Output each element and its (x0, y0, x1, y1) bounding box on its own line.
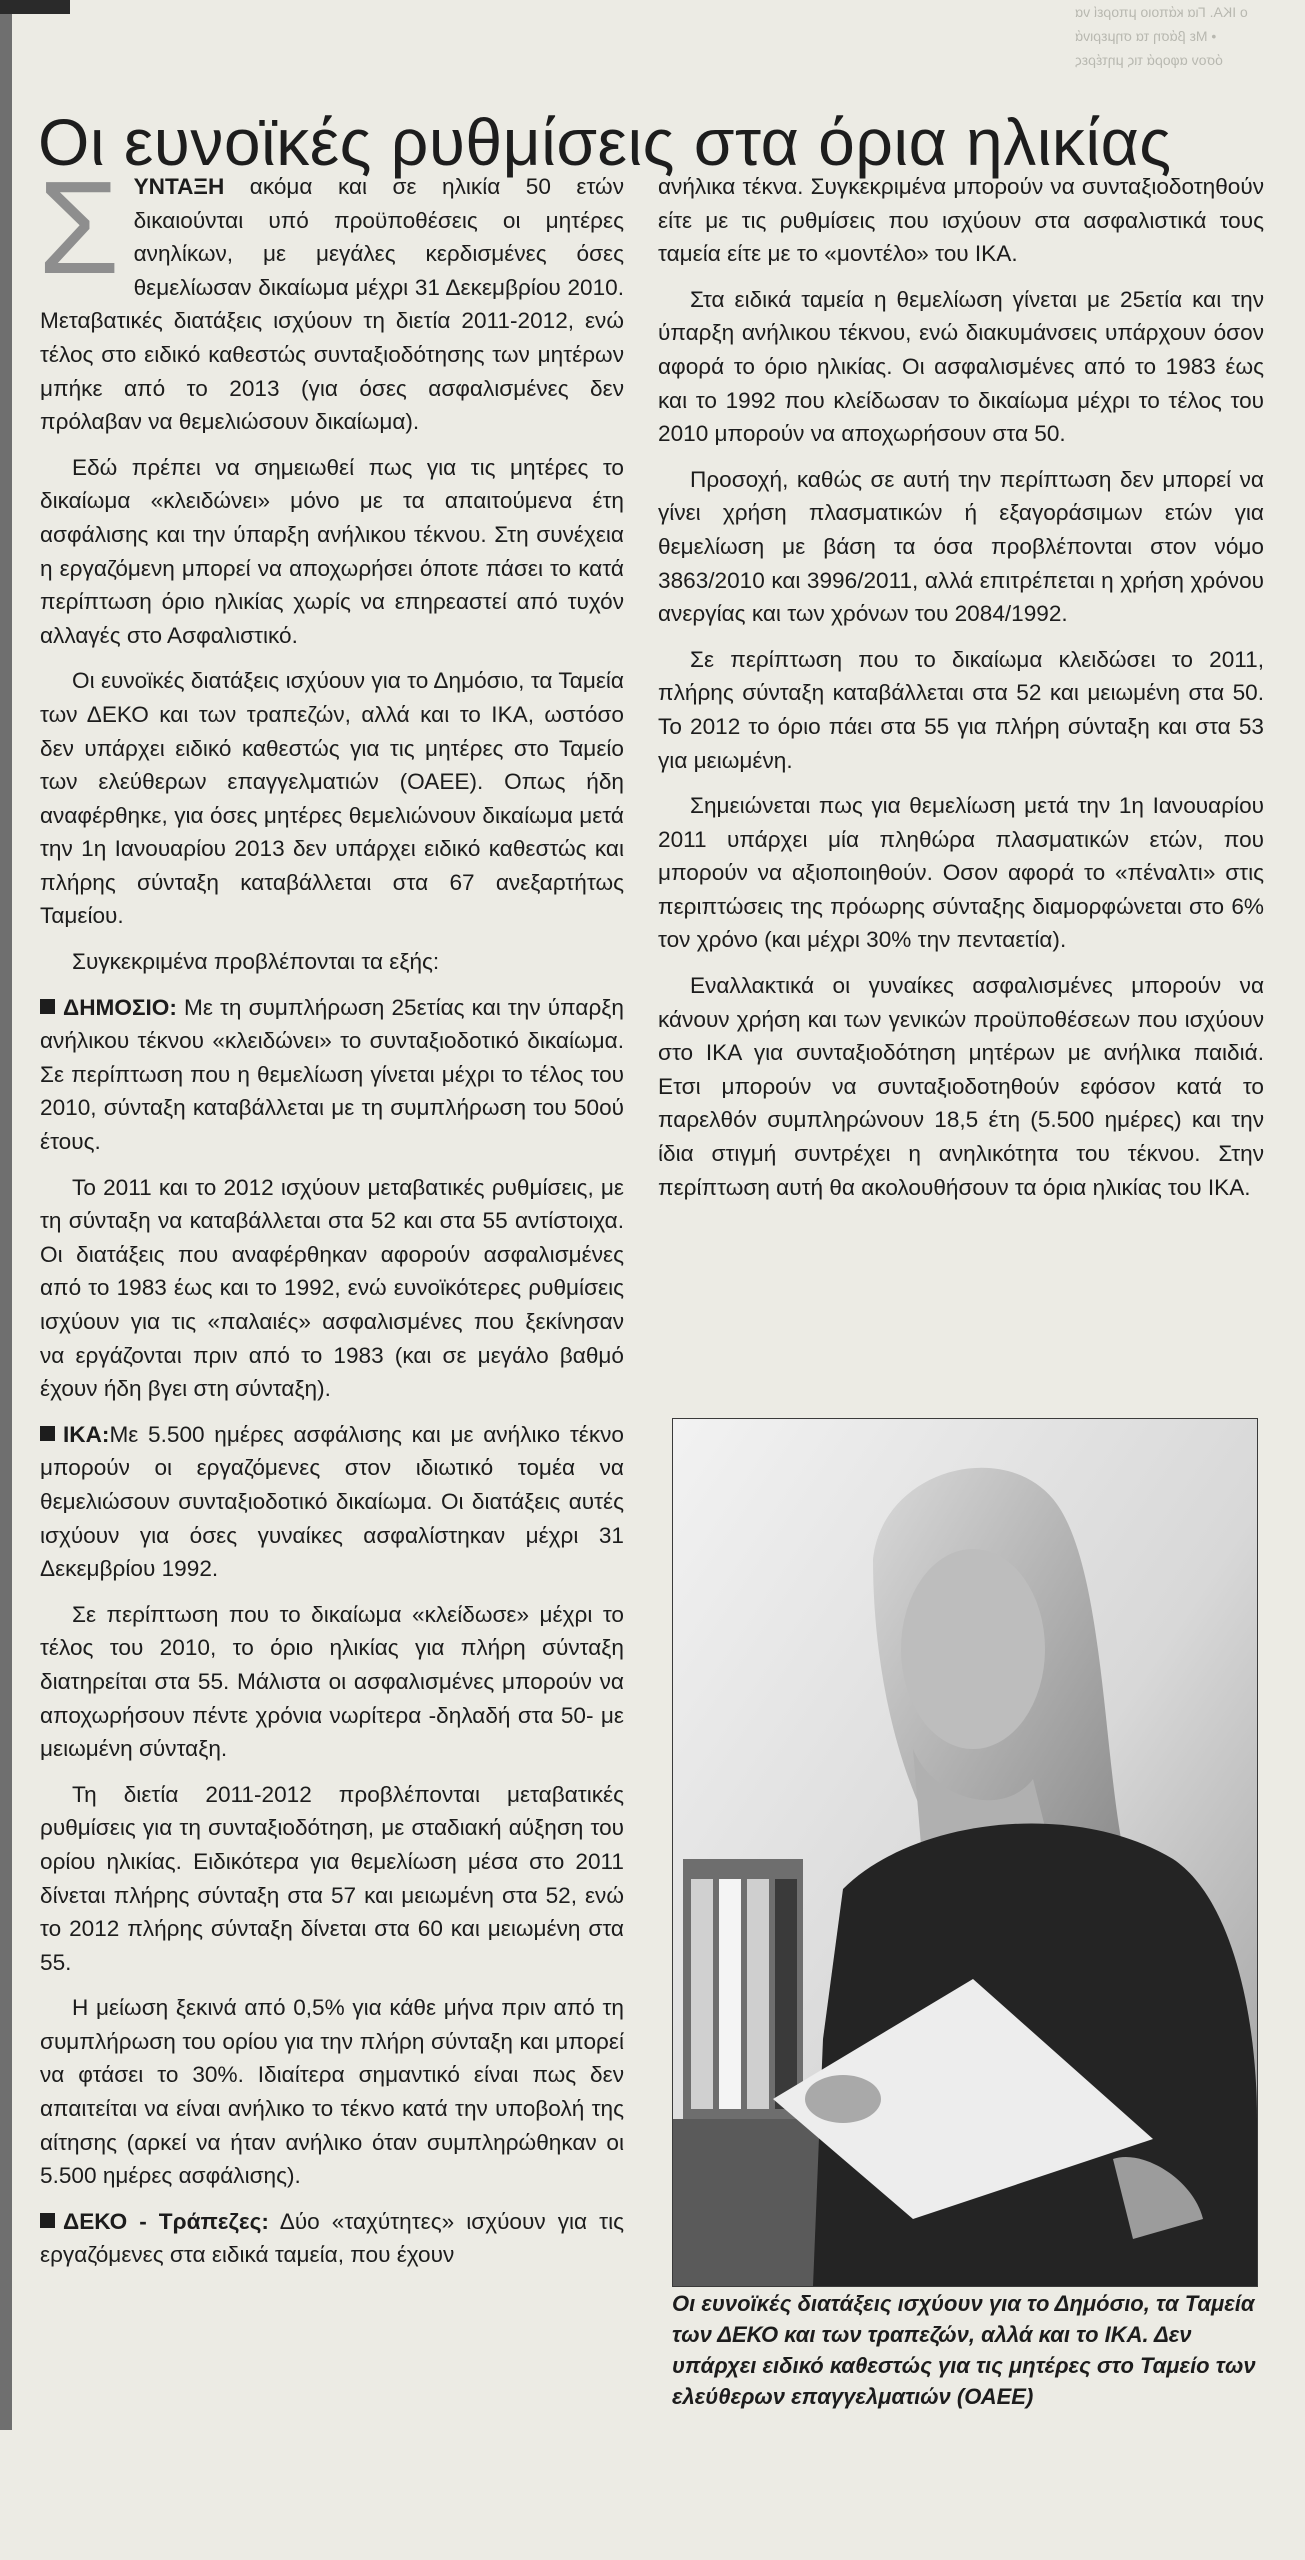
bleed-line: ο ΙΚΑ. Για κάποιο μπορεί να (1075, 4, 1248, 20)
article-paragraph (40, 2205, 624, 2272)
paragraph-keyword: ΙΚΑ: (63, 1421, 110, 1447)
page-fold-edge (0, 0, 12, 2430)
article-paragraph (40, 1991, 624, 2193)
bleed-line: • Με βάση τα σημερινά (1075, 28, 1217, 44)
article-paragraph (40, 945, 624, 979)
section-bullet-square (40, 999, 55, 1014)
article-headline: Οι ευνοϊκές ρυθμίσεις στα όρια ηλικίας (38, 105, 1172, 180)
article-paragraph (40, 991, 624, 1159)
paragraph-keyword: ΔΕΚΟ - Τράπεζες: (63, 2208, 269, 2234)
article-paragraph (38, 154, 624, 439)
article-paragraph (658, 283, 1264, 451)
article-column-left (38, 154, 624, 2284)
paragraph-text: ανήλικα τέκνα. Συγκεκριμένα μπορούν να συνταξιοδοτηθούν είτε με τις ρυθμίσεις που ισχύουν στα ασφαλιστικά τους ταμεία είτε με το «μοντέλο» του ΙΚΑ. (658, 174, 1264, 267)
paragraph-text: Το 2011 και το 2012 ισχύουν μεταβατικές ρυθμίσεις, με τη σύνταξη να καταβάλλεται στα 52 και στα 55 αντίστοιχα. Οι διατάξεις που αναφέρθηκαν αφορούν ασφαλισμένες από το 1983 έως και το 1992, ενώ ευνοϊκότερες ρυθμίσεις ισχύουν για τις «παλαιές» ασφαλισμένες που ξεκίνησαν να εργάζονται πριν από το 1983 (και σε μεγάλο βαθμό έχουν ήδη βγει στη σύνταξη). (40, 1174, 624, 1402)
photo-illustration (673, 1419, 1257, 2286)
paragraph-text: Στα ειδικά ταμεία η θεμελίωση γίνεται με 25ετία και την ύπαρξη ανήλικου τέκνου, ενώ διακυμάνσεις υπάρχουν όσον αφορά το όριο ηλικίας. Οι ασφαλισμένες από το 1983 έως και το 1992 που κλείδωσαν το δικαίωμα μέχρι το τέλος του 2010 μπορούν να αποχωρήσουν στα 50. (658, 286, 1264, 447)
article-paragraph (40, 1171, 624, 1406)
article-paragraph (658, 463, 1264, 631)
paragraph-text: ακόμα και σε ηλικία 50 ετών δικαιούνται υπό προϋποθέσεις οι μητέρες ανηλίκων, με μεγάλες κερδισμένες όσες θεμελίωσαν δικαίωμα μέχρι 31 Δεκεμβρίου 2010. Μεταβατικές διατάξεις ισχύουν τη διετία 2011-2012, ενώ τέλος στο ειδικό καθεστώς συνταξιοδότησης των μητέρων μπήκε από το 2013 (για όσες ασφαλισμένες δεν πρόλαβαν να θεμελιώσουν δικαίωμα). (40, 174, 624, 435)
article-paragraph (40, 451, 624, 653)
article-photo-woman-at-desk (672, 1418, 1258, 2287)
paragraph-text: Οι ευνοϊκές διατάξεις ισχύουν για το Δημόσιο, τα Ταμεία των ΔΕΚΟ και των τραπεζών, αλλά και το ΙΚΑ, ωστόσο δεν υπάρχει ειδικό καθεστώς για τις μητέρες στο Ταμείο των ελεύθερων επαγγελματιών (ΟΑΕΕ). Οπως ήδη αναφέρθηκε, για όσες μητέρες θεμελιώνουν δικαίωμα μετά την 1η Ιανουαρίου 2013 δεν υπάρχει ειδικό καθεστώς και πλήρης σύνταξη καταβάλλεται στα 67 ανεξαρτήτως Ταμείου. (40, 668, 624, 929)
paragraph-text: Εδώ πρέπει να σημειωθεί πως για τις μητέρες το δικαίωμα «κλειδώνει» μόνο με τα απαιτούμενα έτη ασφάλισης και την ύπαρξη ανήλικου τέκνου. Στη συνέχεια η εργαζόμενη μπορεί να αποχωρήσει όποτε πάσει το κατά περίπτωση όριο ηλικίας χωρίς να επηρεαστεί από τυχόν αλλαγές στο Ασφαλιστικό. (40, 454, 624, 648)
paragraph-text: Σε περίπτωση που το δικαίωμα «κλείδωσε» μέχρι το τέλος του 2010, το όριο ηλικίας για πλήρη σύνταξη διατηρείται στα 55. Μάλιστα οι ασφαλισμένες μπορούν να αποχωρήσουν πέντε χρόνια νωρίτερα -δηλαδή στα 50- με μειωμένη σύνταξη. (40, 1601, 624, 1762)
paragraph-keyword: ΔΗΜΟΣΙΟ: (63, 994, 177, 1020)
article-paragraph (40, 1418, 624, 1586)
paragraph-text: Εναλλακτικά οι γυναίκες ασφαλισμένες μπορούν να κάνουν χρήση και των γενικών προϋποθέσεων που ισχύουν στο ΙΚΑ για συνταξιοδότηση μητέρων με ανήλικα παιδιά. Ετσι μπορούν να συνταξιοδοτηθούν εφόσον κατά το παρελθόν συμπληρώνουν 18,5 έτη (5.500 ημέρες) και την ίδια στιγμή συντρέχει η ανηλικότητα του τέκνου. Στην περίπτωση αυτή θα ακολουθήσουν τα όρια ηλικίας του ΙΚΑ. (658, 973, 1264, 1200)
paragraph-text: Προσοχή, καθώς σε αυτή την περίπτωση δεν μπορεί να γίνει χρήση πλασματικών ή εξαγοράσιμων ετών για θεμελίωση με βάση τα όσα προβλέπονται στον νόμο 3863/2010 και 3996/2011, αλλά επιτρέπεται η χρήση χρόνου ανεργίας και των χρόνων του 2084/1992. (658, 466, 1264, 627)
paragraph-text: Σε περίπτωση που το δικαίωμα κλειδώσει το 2011, πλήρης σύνταξη καταβάλλεται στα 52 και μειωμένη στα 50. Το 2012 το όριο πάει στα 55 για πλήρη σύνταξη και στα 53 για μειωμένη. (658, 646, 1264, 773)
drop-cap: Σ (38, 154, 120, 301)
article-paragraph (40, 664, 624, 933)
paragraph-text: Η μείωση ξεκινά από 0,5% για κάθε μήνα πριν από τη συμπλήρωση του ορίου για την πλήρη σύνταξη και μπορεί να φτάσει το 30%. Ιδιαίτερα σημαντικό είναι πως δεν απαιτείται να είναι ανήλικο το τέκνο κατά την υποβολή της αίτησης (αρκεί να ήταν ανήλικο όταν συμπληρώθηκαν οι 5.500 ημέρες ασφάλισης). (40, 1995, 624, 2189)
paragraph-text: Με 5.500 ημέρες ασφάλισης και με ανήλικο τέκνο μπορούν οι εργαζόμενες στον ιδιωτικό τομέα να θεμελιώσουν συνταξιοδοτικό δικαίωμα. Οι διατάξεις αυτές ισχύουν για όσες γυναίκες ασφαλίστηκαν μέχρι 31 Δεκεμβρίου 1992. (40, 1421, 624, 1582)
paragraph-text: Συγκεκριμένα προβλέπονται τα εξής: (72, 949, 440, 975)
page-top-marker (0, 0, 70, 14)
bleed-line: όσον αφορά τις μητέρες (1075, 52, 1223, 68)
article-paragraph (40, 1778, 624, 1980)
paragraph-keyword: ΥΝΤΑΞΗ (133, 174, 225, 199)
article-paragraph (658, 969, 1264, 1204)
paragraph-text: Με τη συμπλήρωση 25ετίας και την ύπαρξη ανήλικου τέκνου «κλειδώνει» το συνταξιοδοτικό δικαίωμα. Σε περίπτωση που η θεμελίωση γίνεται μέχρι το τέλος του 2010, σύνταξη καταβάλλεται με τη συμπλήρωση του 50ού έτους. (40, 994, 624, 1155)
article-paragraph (658, 643, 1264, 777)
paragraph-text: Τη διετία 2011-2012 προβλέπονται μεταβατικές ρυθμίσεις για τη συνταξιοδότηση, με σταδιακή αύξηση του ορίου ηλικίας. Ειδικότερα για θεμελίωση μέσα στο 2011 δίνεται πλήρης σύνταξη στα 57 και μειωμένη στα 52, ενώ το 2012 πλήρης σύνταξη δίνεται στα 60 και μειωμένη στα 55. (40, 1781, 624, 1975)
article-column-right (658, 170, 1264, 1216)
section-bullet-square (40, 1426, 55, 1441)
article-paragraph (658, 170, 1264, 271)
section-bullet-square (40, 2213, 55, 2228)
photo-caption: Οι ευνοϊκές διατάξεις ισχύουν για το Δημόσιο, τα Ταμεία των ΔΕΚΟ και των τραπεζών, αλλά και το ΙΚΑ. Δεν υπάρχει ειδικό καθεστώς για τις μητέρες στο Ταμείο των ελεύθερων επαγγελματιών (ΟΑΕΕ) (672, 2291, 1256, 2409)
article-paragraph (40, 1598, 624, 1766)
article-paragraph (658, 789, 1264, 957)
paragraph-text: Σημειώνεται πως για θεμελίωση μετά την 1η Ιανουαρίου 2011 υπάρχει μία πληθώρα πλασματικών ετών, που μπορούν να αξιοποιηθούν. Οσον αφορά το «πέναλτι» στις περιπτώσεις της πρόωρης σύνταξης διαμορφώνεται στο 6% τον χρόνο (και μέχρι 30% την πενταετία). (658, 793, 1264, 953)
paragraph-text: Δύο «ταχύτητες» ισχύουν για τις εργαζόμενες στα ειδικά ταμεία, που έχουν (40, 2208, 624, 2268)
